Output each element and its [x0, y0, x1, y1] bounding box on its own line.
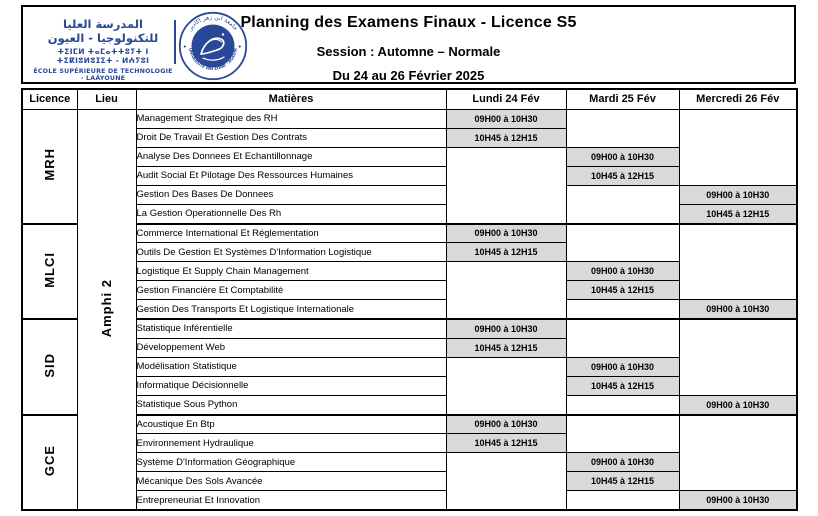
subject-cell: Outils De Gestion Et Systèmes D'Information Logistique [136, 243, 446, 262]
planning-table-header [22, 89, 797, 109]
empty-slot-cell [446, 357, 566, 414]
empty-slot-cell [566, 185, 679, 223]
exam-time-cell: 10H45 à 12H15 [566, 166, 679, 185]
empty-slot-cell [566, 300, 679, 319]
exam-row [22, 109, 797, 128]
subject-cell: Développement Web [136, 338, 446, 357]
exam-time-cell: 09H00 à 10H30 [679, 185, 797, 204]
subject-cell: Mécanique Des Sols Avancée [136, 472, 446, 491]
column-header-mercredi: Mercredi 26 Fév [679, 89, 797, 109]
exam-row [22, 300, 797, 319]
seal-star-right-icon: ✦ [237, 44, 243, 51]
exam-time-cell: 09H00 à 10H30 [566, 147, 679, 166]
licence-group-label: GCE [22, 415, 77, 511]
exam-time-cell: 09H00 à 10H30 [679, 491, 797, 510]
exam-row [22, 491, 797, 510]
subject-cell: Gestion Des Bases De Donnees [136, 185, 446, 204]
subject-cell: Droit De Travail Et Gestion Des Contrats [136, 128, 446, 147]
empty-slot-cell [566, 395, 679, 414]
exam-time-cell: 10H45 à 12H15 [566, 281, 679, 300]
school-name-tifinagh: ⵜⵉⵏⵎⵍ ⵜⴰⵎⴰⵜⵜⵓⵢⵜ ⵏ ⵜⵉⴽⵏⵓⵍⵓⵊⵉⵜ - ⵍⵄⵢⵓⵏ [56, 46, 150, 66]
empty-slot-cell [679, 109, 797, 185]
exam-row [22, 415, 797, 434]
subject-cell: Statistique Sous Python [136, 395, 446, 414]
exam-row [22, 319, 797, 338]
exam-time-cell: 09H00 à 10H30 [679, 300, 797, 319]
exam-time-cell: 09H00 à 10H30 [446, 319, 566, 338]
header-banner [21, 5, 796, 84]
subject-cell: Logistique Et Supply Chain Management [136, 262, 446, 281]
exam-row [22, 204, 797, 223]
subject-cell: Gestion Des Transports Et Logistique Internationale [136, 300, 446, 319]
column-header-lieu: Lieu [77, 89, 136, 109]
title-block [23, 7, 794, 82]
subject-cell: Informatique Décisionnelle [136, 376, 446, 395]
subject-cell: Management Strategique des RH [136, 109, 446, 128]
subject-cell: Statistique Inférentielle [136, 319, 446, 338]
column-header-matieres: Matières [136, 89, 446, 109]
empty-slot-cell [566, 415, 679, 453]
empty-slot-cell [446, 147, 566, 223]
exam-row [22, 224, 797, 243]
empty-slot-cell [679, 415, 797, 491]
empty-slot-cell [679, 319, 797, 395]
school-name-arabic: المدرسة العليا للتكنولوجيا - العيون [47, 17, 159, 46]
subject-cell: Entrepreneuriat Et Innovation [136, 491, 446, 510]
column-header-licence: Licence [22, 89, 77, 109]
licence-group-label: MRH [22, 109, 77, 224]
session-subtitle: Session : Automne – Normale [316, 44, 501, 59]
licence-group-label: SID [22, 319, 77, 414]
subject-cell: Gestion Financière Et Comptabilité [136, 281, 446, 300]
exam-time-cell: 09H00 à 10H30 [446, 109, 566, 128]
exam-row [22, 395, 797, 414]
seal-bottom-text: UNIVERSITÉ IBN ZOHR - AGADIR [188, 47, 238, 72]
column-header-mardi: Mardi 25 Fév [566, 89, 679, 109]
seal-top-text: جامعة ابن زهر اكادير [186, 13, 240, 32]
subject-cell: Système D'Information Géographique [136, 453, 446, 472]
empty-slot-cell [446, 262, 566, 319]
subject-cell: Commerce International Et Réglementation [136, 224, 446, 243]
exam-time-cell: 10H45 à 12H15 [446, 338, 566, 357]
empty-slot-cell [446, 453, 566, 510]
exam-time-cell: 09H00 à 10H30 [679, 395, 797, 414]
subject-cell: Acoustique En Btp [136, 415, 446, 434]
exam-row [22, 185, 797, 204]
column-header-lundi: Lundi 24 Fév [446, 89, 566, 109]
exam-time-cell: 10H45 à 12H15 [446, 434, 566, 453]
exam-time-cell: 09H00 à 10H30 [446, 415, 566, 434]
subject-cell: Modélisation Statistique [136, 357, 446, 376]
exam-time-cell: 10H45 à 12H15 [679, 204, 797, 223]
empty-slot-cell [679, 224, 797, 300]
header-row [22, 89, 797, 109]
exam-time-cell: 10H45 à 12H15 [566, 472, 679, 491]
page-title: Planning des Examens Finaux - Licence S5 [240, 14, 577, 31]
empty-slot-cell [566, 224, 679, 262]
empty-slot-cell [566, 319, 679, 357]
empty-slot-cell [566, 491, 679, 510]
subject-cell: Analyse Des Donnees Et Echantillonnage [136, 147, 446, 166]
seal-star-left-icon: ✦ [182, 44, 188, 51]
licence-group-label: MLCI [22, 224, 77, 319]
exam-time-cell: 09H00 à 10H30 [566, 357, 679, 376]
exam-time-cell: 09H00 à 10H30 [566, 262, 679, 281]
exam-time-cell: 10H45 à 12H15 [566, 376, 679, 395]
planning-table-body [22, 109, 797, 510]
subject-cell: La Gestion Operationnelle Des Rh [136, 204, 446, 223]
school-name-french: ÉCOLE SUPÉRIEURE DE TECHNOLOGIE - LAÂYOUNE [33, 67, 173, 83]
lieu-label: Amphi 2 [77, 109, 136, 510]
exam-time-cell: 09H00 à 10H30 [566, 453, 679, 472]
exam-time-cell: 09H00 à 10H30 [446, 224, 566, 243]
exam-time-cell: 10H45 à 12H15 [446, 128, 566, 147]
planning-table [21, 88, 798, 511]
empty-slot-cell [566, 109, 679, 147]
subject-cell: Audit Social Et Pilotage Des Ressources Humaines [136, 166, 446, 185]
subject-cell: Environnement Hydraulique [136, 434, 446, 453]
date-range-subtitle: Du 24 au 26 Février 2025 [332, 68, 485, 83]
exam-time-cell: 10H45 à 12H15 [446, 243, 566, 262]
